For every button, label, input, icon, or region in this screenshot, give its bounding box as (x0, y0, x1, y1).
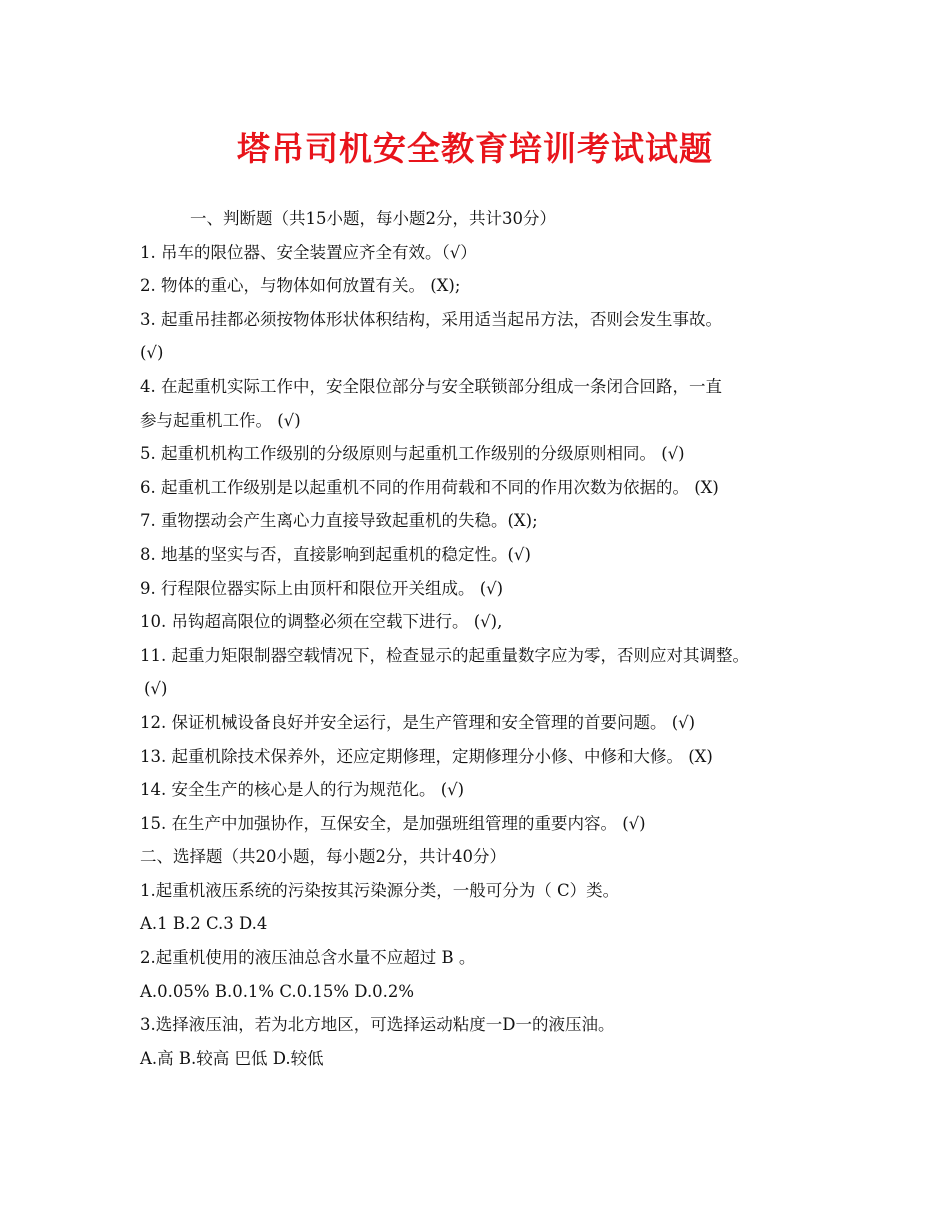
document-title: 塔吊司机安全教育培训考试试题 (237, 129, 713, 168)
question-line: 2. 物体的重心，与物体如何放置有关。 (X); (140, 276, 461, 296)
question-line: 8. 地基的坚实与否，直接影响到起重机的稳定性。(√) (140, 544, 531, 564)
question-line: 6. 起重机工作级别是以起重机不同的作用荷载和不同的作用次数为依据的。 (X) (140, 477, 719, 497)
question-line: 1.起重机液压系统的污染按其污染源分类，一般可分为（ C）类。 (140, 880, 620, 900)
question-line: 5. 起重机机构工作级别的分级原则与起重机工作级别的分级原则相同。 (√) (140, 444, 685, 464)
question-line: 13. 起重机除技术保养外，还应定期修理，定期修理分小修、中修和大修。 (X) (140, 746, 713, 766)
options-line: A.高 B.较高 巴低 D.较低 (140, 1048, 324, 1068)
question-line: 9. 行程限位器实际上由顶杆和限位开关组成。 (√) (140, 578, 504, 598)
question-line: 4. 在起重机实际工作中，安全限位部分与安全联锁部分组成一条闭合回路，一直 (140, 376, 722, 396)
question-line: 11. 起重力矩限制器空载情况下，检查显示的起重量数字应为零，否则应对其调整。 (140, 645, 749, 665)
options-line: A.0.05% B.0.1% C.0.15% D.0.2% (140, 981, 415, 1001)
question-line: 参与起重机工作。 (√) (140, 410, 301, 430)
question-line: 15. 在生产中加强协作，互保安全，是加强班组管理的重要内容。 (√) (140, 813, 646, 833)
question-line: (√) (140, 343, 164, 363)
question-line: (√) (144, 679, 168, 699)
options-line: A.1 B.2 C.3 D.4 (140, 914, 268, 934)
question-line: 2.起重机使用的液压油总含水量不应超过 B 。 (140, 948, 476, 968)
question-line: 1. 吊车的限位器、安全装置应齐全有效。（√） (140, 242, 477, 262)
question-line: 3. 起重吊挂都必须按物体形状体积结构，采用适当起吊方法，否则会发生事故。 (140, 309, 722, 329)
question-line: 7. 重物摆动会产生离心力直接导致起重机的失稳。(X); (140, 511, 538, 531)
question-line: 12. 保证机械设备良好并安全运行，是生产管理和安全管理的首要问题。 (√) (140, 712, 696, 732)
section-heading-choice: 二、选择题（共20小题，每小题2分，共计40分） (140, 847, 506, 867)
document-body (140, 202, 830, 1075)
question-line: 10. 吊钩超高限位的调整必须在空载下进行。 (√), (140, 612, 503, 632)
question-line: 3.选择液压油，若为北方地区，可选择运动粘度一D一的液压油。 (140, 1015, 615, 1035)
question-line: 14. 安全生产的核心是人的行为规范化。 (√) (140, 780, 465, 800)
section-heading-judgment: 一、判断题（共15小题，每小题2分，共计30分） (190, 209, 556, 228)
